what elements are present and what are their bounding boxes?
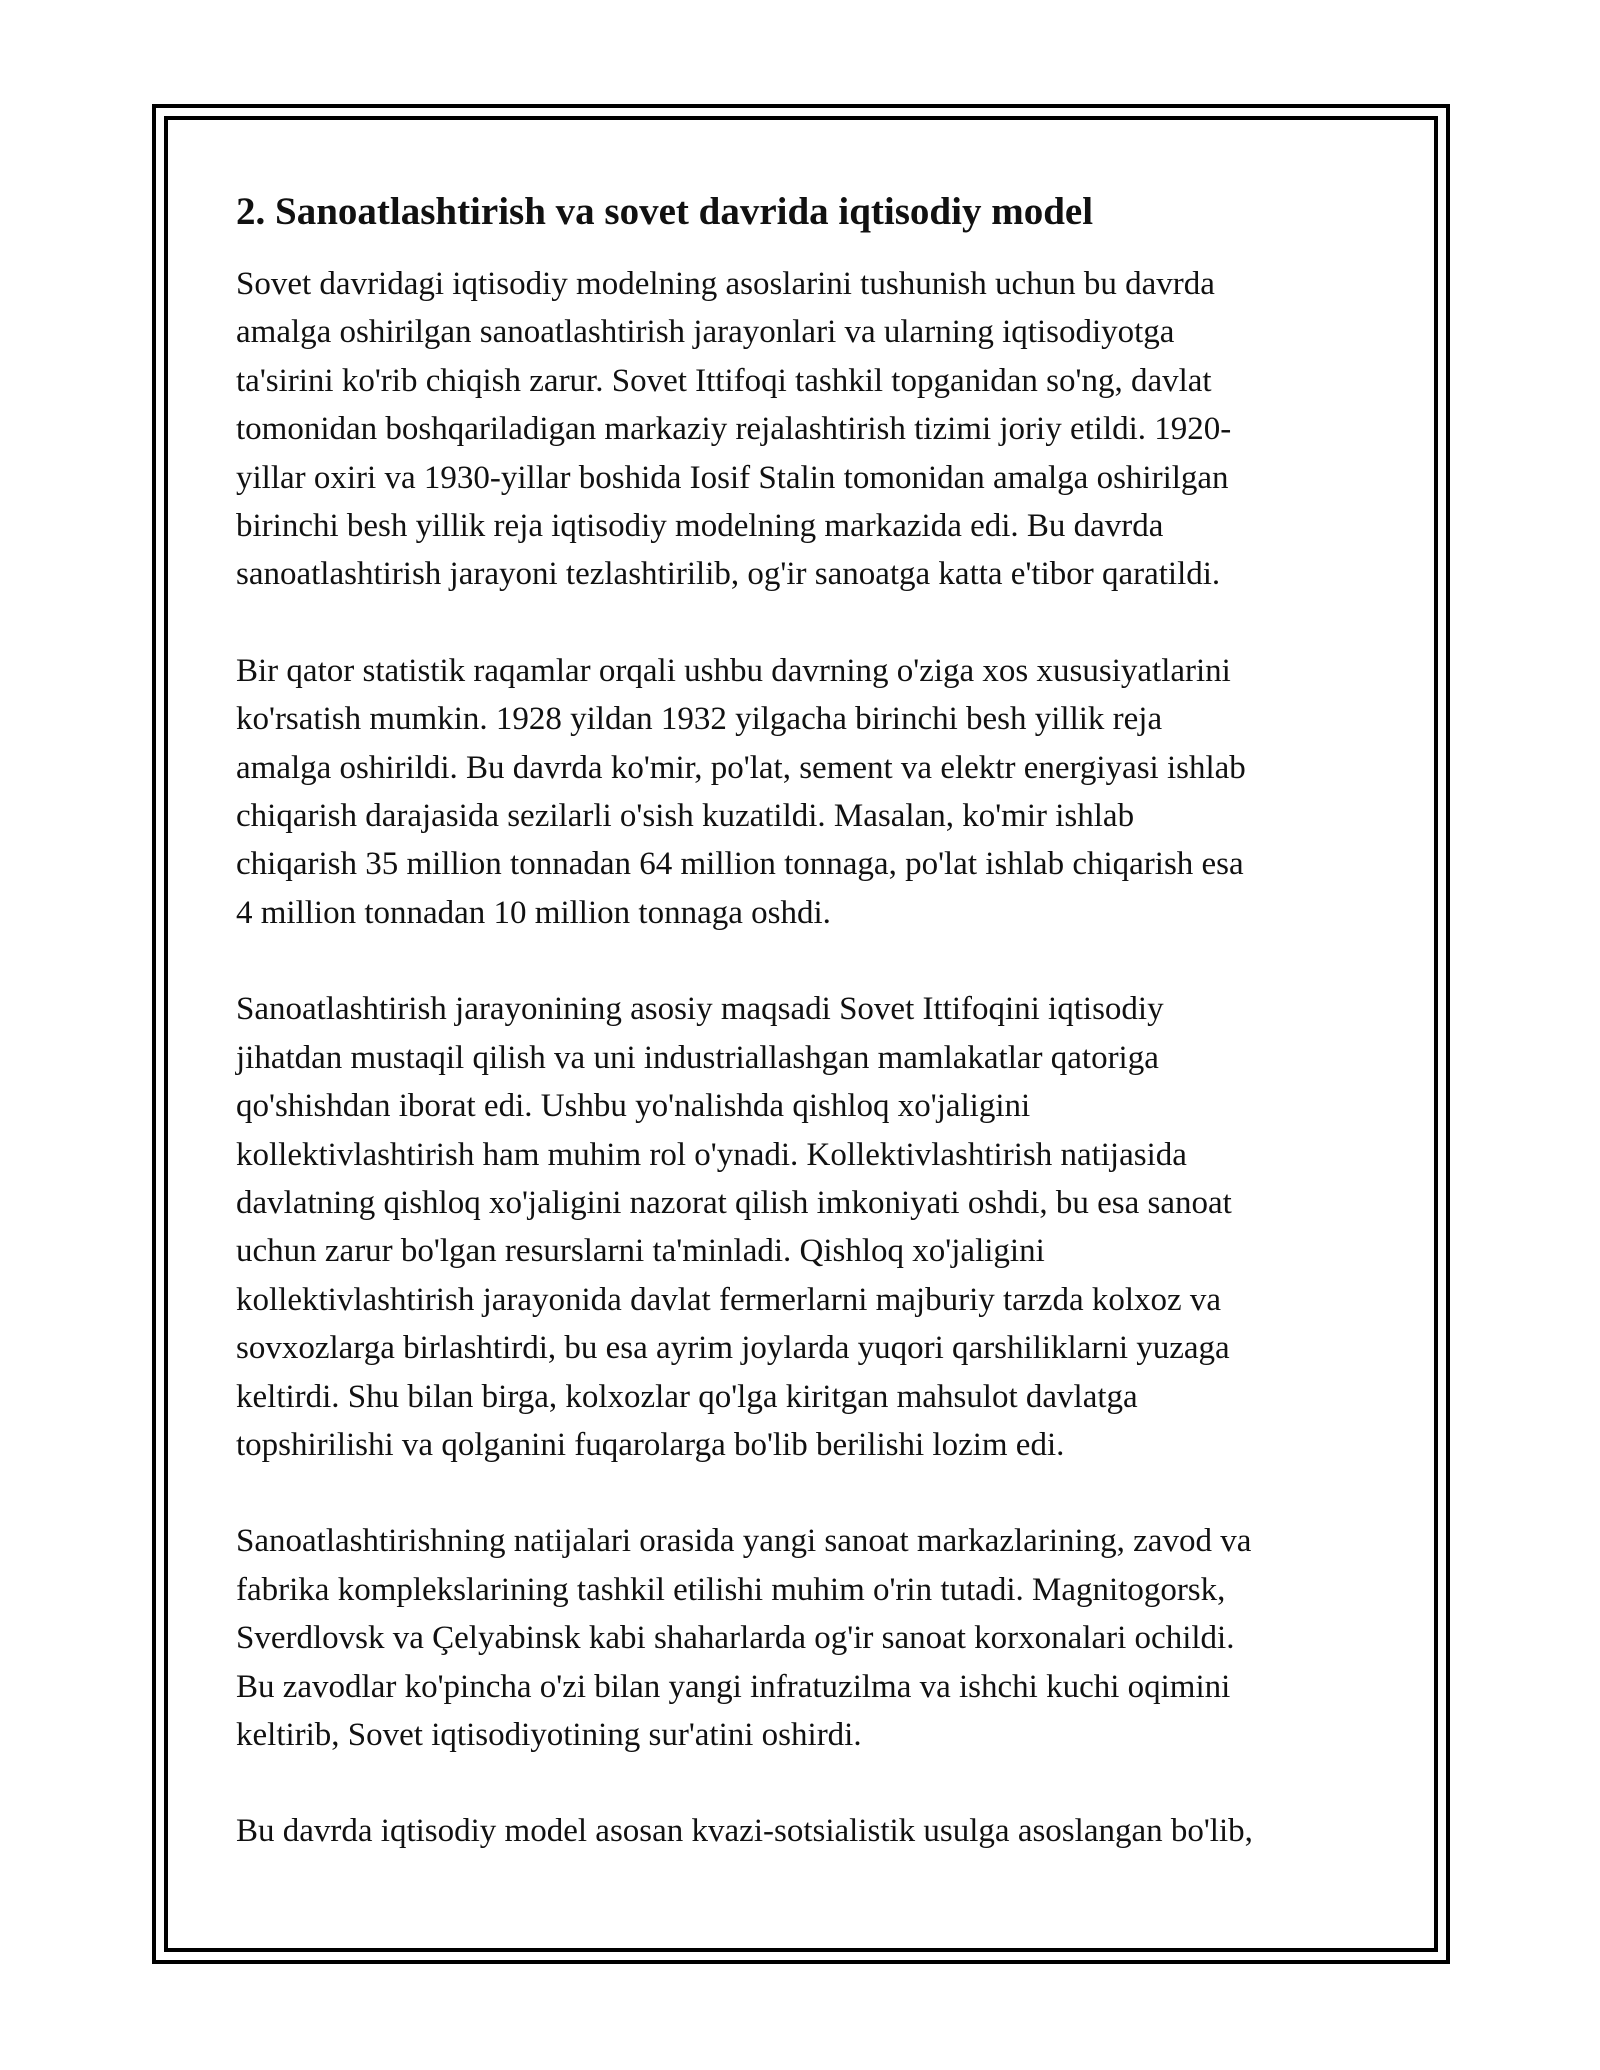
text-line: chiqarish darajasida sezilarli o'sish kuzatildi. Masalan, ko'mir ishlab <box>236 798 1135 835</box>
text-line: sanoatlashtirish jarayoni tezlashtirilib, og'ir sanoatga katta e'tibor qaratildi. <box>236 556 1221 593</box>
section-heading: 2. Sanoatlashtirish va sovet davrida iqtisodiy model <box>236 190 1094 233</box>
text-line: sovxozlarga birlashtirdi, bu esa ayrim joylarda yuqori qarshiliklarni yuzaga <box>236 1330 1230 1367</box>
text-line: uchun zarur bo'lgan resurslarni ta'minladi. Qishloq xo'jaligini <box>236 1233 1045 1270</box>
text-line: kollektivlashtirish jarayonida davlat fermerlarni majburiy tarzda kolxoz va <box>236 1281 1222 1318</box>
text-line: tomonidan boshqariladigan markaziy rejalashtirish tizimi joriy etildi. 1920- <box>236 411 1232 448</box>
text-line: keltirdi. Shu bilan birga, kolxozlar qo'lga kiritgan mahsulot davlatga <box>236 1378 1138 1415</box>
text-line: yillar oxiri va 1930-yillar boshida Iosif Stalin tomonidan amalga oshirilgan <box>236 459 1229 496</box>
text-line: ko'rsatish mumkin. 1928 yildan 1932 yilgacha birinchi besh yillik reja <box>236 701 1163 738</box>
text-line: Sanoatlashtirish jarayonining asosiy maqsadi Sovet Ittifoqini iqtisodiy <box>236 991 1164 1028</box>
text-line: Bir qator statistik raqamlar orqali ushbu davrning o'ziga xos xususiyatlarini <box>236 652 1231 689</box>
text-line: Bu zavodlar ko'pincha o'zi bilan yangi infratuzilma va ishchi kuchi oqimini <box>236 1668 1231 1705</box>
paragraph-3 <box>236 985 1376 1469</box>
paragraph-1 <box>236 260 1376 599</box>
text-line: jihatdan mustaqil qilish va uni industriallashgan mamlakatlar qatoriga <box>236 1039 1159 1076</box>
document-body <box>236 186 1376 1904</box>
text-line: fabrika komplekslarining tashkil etilishi muhim o'rin tutadi. Magnitogorsk, <box>236 1571 1226 1608</box>
text-line: Bu davrda iqtisodiy model asosan kvazi-sotsialistik usulga asoslangan bo'lib, <box>236 1813 1253 1850</box>
paragraph-5 <box>236 1807 1376 1855</box>
text-line: amalga oshirilgan sanoatlashtirish jarayonlari va ularning iqtisodiyotga <box>236 314 1175 351</box>
text-line: topshirilishi va qolganini fuqarolarga bo'lib berilishi lozim edi. <box>236 1426 1065 1463</box>
text-line: keltirib, Sovet iqtisodiyotining sur'atini oshirdi. <box>236 1716 862 1753</box>
text-line: chiqarish 35 million tonnadan 64 million tonnaga, po'lat ishlab chiqarish esa <box>236 846 1244 883</box>
text-line: qo'shishdan iborat edi. Ushbu yo'nalishda qishloq xo'jaligini <box>236 1088 1031 1125</box>
text-line: amalga oshirildi. Bu davrda ko'mir, po'lat, sement va elektr energiyasi ishlab <box>236 749 1246 786</box>
text-line: davlatning qishloq xo'jaligini nazorat qilish imkoniyati oshdi, bu esa sanoat <box>236 1184 1232 1221</box>
paragraph-4 <box>236 1517 1376 1759</box>
text-line: Sovet davridagi iqtisodiy modelning asoslarini tushunish uchun bu davrda <box>236 266 1215 302</box>
text-line: 4 million tonnadan 10 million tonnaga oshdi. <box>236 894 831 931</box>
text-line: Sanoatlashtirishning natijalari orasida yangi sanoat markazlarining, zavod va <box>236 1523 1252 1560</box>
text-line: kollektivlashtirish ham muhim rol o'ynadi. Kollektivlashtirish natijasida <box>236 1136 1187 1173</box>
text-line: birinchi besh yillik reja iqtisodiy modelning markazida edi. Bu davrda <box>236 508 1164 545</box>
text-line: ta'sirini ko'rib chiqish zarur. Sovet Ittifoqi tashkil topganidan so'ng, davlat <box>236 362 1212 399</box>
paragraph-2 <box>236 647 1376 937</box>
text-line: Sverdlovsk va Çelyabinsk kabi shaharlarda og'ir sanoat korxonalari ochildi. <box>236 1620 1235 1657</box>
